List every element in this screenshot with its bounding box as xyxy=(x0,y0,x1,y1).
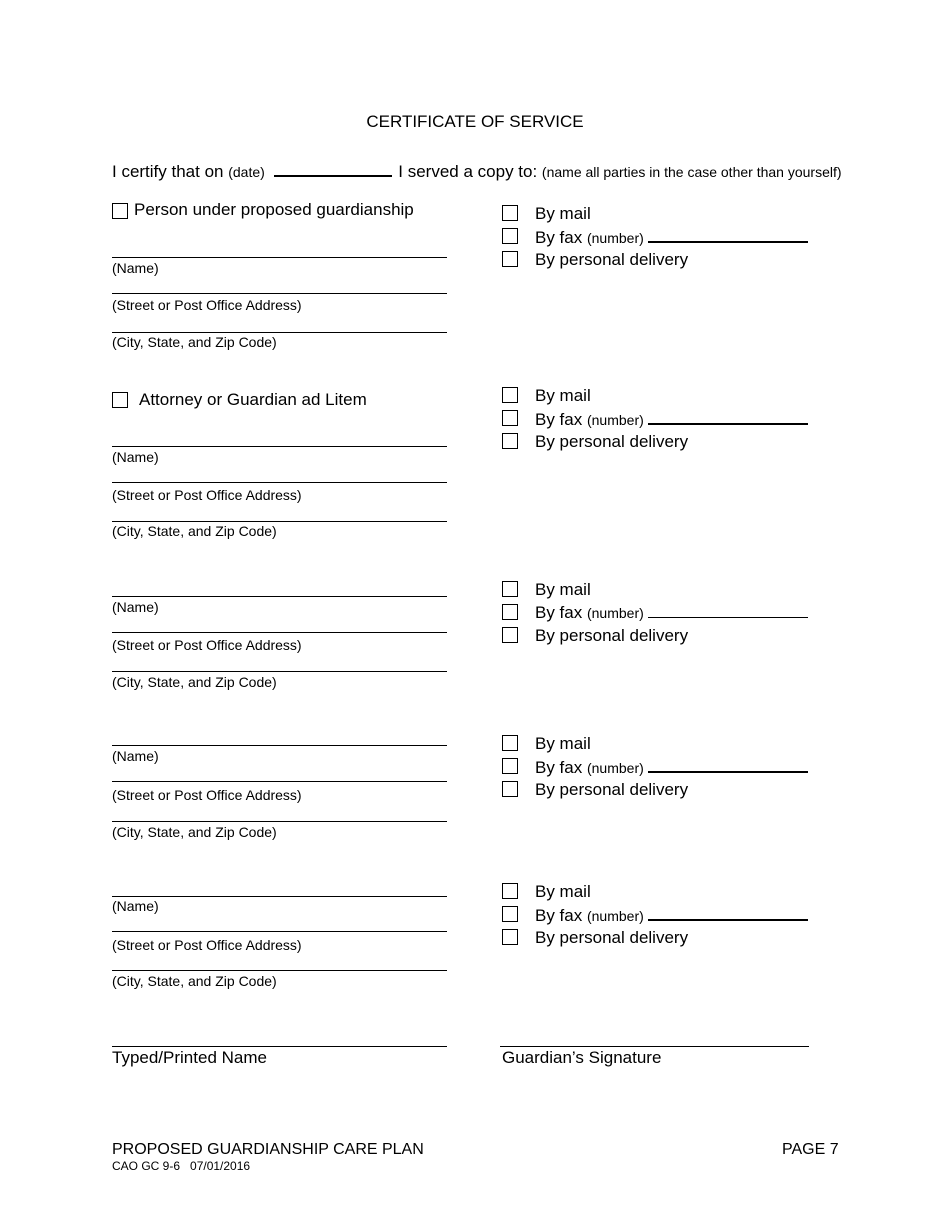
name-field[interactable] xyxy=(112,896,447,897)
by-personal-delivery-checkbox[interactable] xyxy=(502,251,518,267)
by-mail-checkbox[interactable] xyxy=(502,735,518,751)
footer-form-code: CAO GC 9-6 07/01/2016 xyxy=(112,1159,251,1173)
party-checkbox-attorney[interactable] xyxy=(112,392,128,408)
fax-number-field[interactable] xyxy=(648,409,808,425)
guardian-signature-field[interactable] xyxy=(500,1046,809,1047)
name-label: (Name) xyxy=(112,748,159,764)
city-field[interactable] xyxy=(112,970,447,971)
name-label: (Name) xyxy=(112,599,159,615)
certify-statement xyxy=(112,161,842,182)
printed-name-label: Typed/Printed Name xyxy=(112,1048,267,1067)
city-label: (City, State, and Zip Code) xyxy=(112,334,277,350)
by-personal-delivery-label: By personal delivery xyxy=(535,250,689,269)
name-field[interactable] xyxy=(112,745,447,746)
by-personal-delivery-label: By personal delivery xyxy=(535,432,689,451)
city-field[interactable] xyxy=(112,521,447,522)
name-label: (Name) xyxy=(112,898,159,914)
by-mail-checkbox[interactable] xyxy=(502,205,518,221)
footer-page-number: PAGE 7 xyxy=(782,1141,839,1158)
fax-number-field[interactable] xyxy=(648,603,808,618)
city-label: (City, State, and Zip Code) xyxy=(112,523,277,539)
by-mail-label: By mail xyxy=(535,204,591,223)
name-field[interactable] xyxy=(112,596,447,597)
page-title: CERTIFICATE OF SERVICE xyxy=(366,112,584,131)
by-personal-delivery-checkbox[interactable] xyxy=(502,781,518,797)
street-field[interactable] xyxy=(112,931,447,932)
by-mail-checkbox[interactable] xyxy=(502,387,518,403)
fax-number-field[interactable] xyxy=(648,905,808,921)
street-label: (Street or Post Office Address) xyxy=(112,787,302,803)
by-fax-checkbox[interactable] xyxy=(502,906,518,922)
by-fax-label: By fax xyxy=(535,410,583,429)
by-fax-checkbox[interactable] xyxy=(502,758,518,774)
street-label: (Street or Post Office Address) xyxy=(112,297,302,313)
street-field[interactable] xyxy=(112,293,447,294)
name-label: (Name) xyxy=(112,260,159,276)
fax-number-field[interactable] xyxy=(648,227,808,243)
street-field[interactable] xyxy=(112,781,447,782)
by-fax-option xyxy=(535,409,808,430)
by-fax-checkbox[interactable] xyxy=(502,604,518,620)
by-mail-label: By mail xyxy=(535,882,591,901)
fax-number-hint: (number) xyxy=(586,908,644,924)
fax-number-hint: (number) xyxy=(586,412,644,428)
fax-number-hint: (number) xyxy=(586,605,644,621)
parties-hint: (name all parties in the case other than yourself) xyxy=(541,164,842,180)
party-label-person: Person under proposed guardianship xyxy=(134,200,414,219)
printed-name-field[interactable] xyxy=(112,1046,447,1047)
fax-number-hint: (number) xyxy=(586,230,644,246)
certify-text-1: I certify that on xyxy=(112,162,224,181)
city-field[interactable] xyxy=(112,332,447,333)
city-label: (City, State, and Zip Code) xyxy=(112,674,277,690)
by-personal-delivery-checkbox[interactable] xyxy=(502,929,518,945)
by-fax-label: By fax xyxy=(535,906,583,925)
street-label: (Street or Post Office Address) xyxy=(112,487,302,503)
date-field[interactable] xyxy=(274,161,392,177)
by-fax-option xyxy=(535,757,808,778)
by-fax-label: By fax xyxy=(535,758,583,777)
by-fax-option xyxy=(535,603,808,623)
by-mail-label: By mail xyxy=(535,734,591,753)
certify-text-2: I served a copy to: xyxy=(398,162,538,181)
street-field[interactable] xyxy=(112,632,447,633)
by-personal-delivery-label: By personal delivery xyxy=(535,780,689,799)
guardian-signature-label: Guardian’s Signature xyxy=(502,1048,662,1067)
name-field[interactable] xyxy=(112,446,447,447)
city-field[interactable] xyxy=(112,671,447,672)
fax-number-field[interactable] xyxy=(648,757,808,773)
street-label: (Street or Post Office Address) xyxy=(112,937,302,953)
name-label: (Name) xyxy=(112,449,159,465)
party-checkbox-person[interactable] xyxy=(112,203,128,219)
name-field[interactable] xyxy=(112,257,447,258)
by-fax-label: By fax xyxy=(535,603,583,622)
by-fax-label: By fax xyxy=(535,228,583,247)
by-personal-delivery-label: By personal delivery xyxy=(535,626,689,645)
by-fax-checkbox[interactable] xyxy=(502,228,518,244)
by-mail-checkbox[interactable] xyxy=(502,883,518,899)
party-label-attorney: Attorney or Guardian ad Litem xyxy=(139,390,367,409)
by-fax-option xyxy=(535,227,808,248)
date-hint: (date) xyxy=(228,164,265,180)
street-field[interactable] xyxy=(112,482,447,483)
by-mail-label: By mail xyxy=(535,386,591,405)
by-personal-delivery-checkbox[interactable] xyxy=(502,433,518,449)
by-mail-label: By mail xyxy=(535,580,591,599)
city-label: (City, State, and Zip Code) xyxy=(112,824,277,840)
street-label: (Street or Post Office Address) xyxy=(112,637,302,653)
by-fax-option xyxy=(535,905,808,926)
city-field[interactable] xyxy=(112,821,447,822)
city-label: (City, State, and Zip Code) xyxy=(112,973,277,989)
by-personal-delivery-checkbox[interactable] xyxy=(502,627,518,643)
footer-form-title: PROPOSED GUARDIANSHIP CARE PLAN xyxy=(112,1141,424,1158)
by-mail-checkbox[interactable] xyxy=(502,581,518,597)
by-fax-checkbox[interactable] xyxy=(502,410,518,426)
fax-number-hint: (number) xyxy=(586,760,644,776)
by-personal-delivery-label: By personal delivery xyxy=(535,928,689,947)
